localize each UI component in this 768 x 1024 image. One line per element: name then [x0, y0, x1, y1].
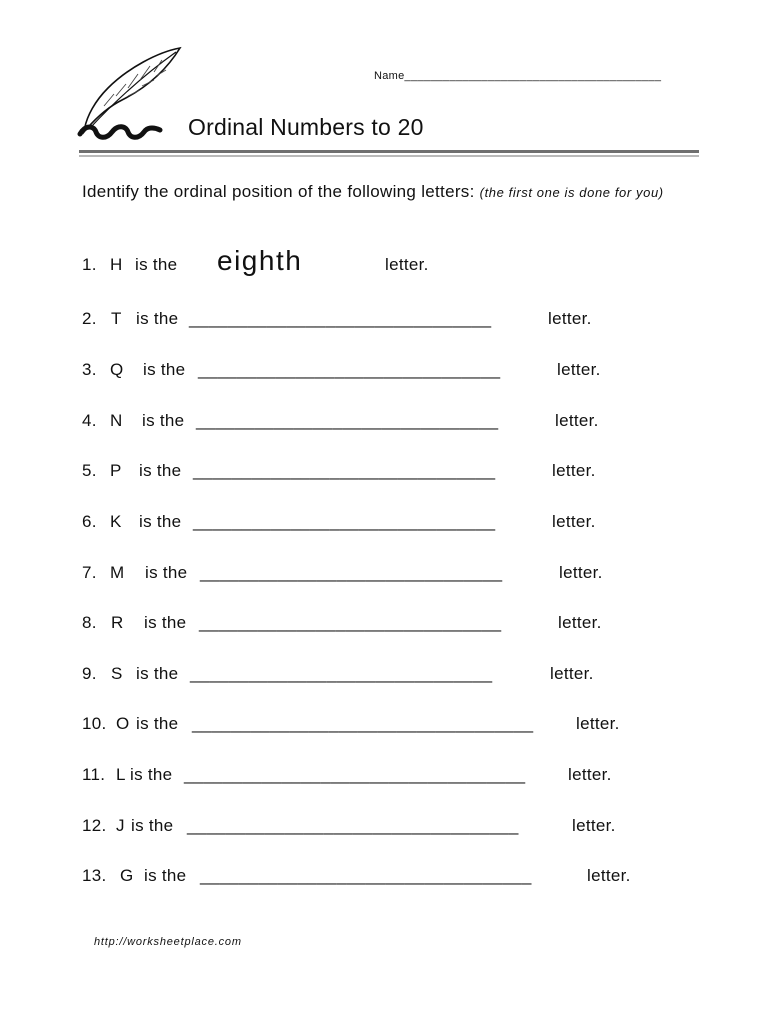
- item-number: 3.: [82, 360, 97, 379]
- item-is-the: is the: [136, 664, 179, 683]
- item-answer-blank[interactable]: _______________________________: [189, 309, 492, 328]
- item-answer-blank[interactable]: __________________________________: [187, 816, 519, 835]
- item-is-the: is the: [143, 360, 186, 379]
- item-suffix: letter.: [550, 664, 594, 683]
- item-answer-blank[interactable]: __________________________________: [200, 866, 532, 885]
- name-field: Name________________________________________: [374, 70, 662, 82]
- item-letter: N: [110, 411, 123, 430]
- item-suffix: letter.: [572, 816, 616, 835]
- item-is-the: is the: [144, 613, 187, 632]
- item-is-the: is the: [139, 461, 182, 480]
- quill-pen-icon: [76, 46, 184, 142]
- item-number: 6.: [82, 512, 97, 531]
- item-is-the: is the: [142, 411, 185, 430]
- item-answer-blank[interactable]: ___________________________________: [192, 714, 534, 733]
- item-letter: S: [111, 664, 123, 683]
- item-suffix: letter.: [557, 360, 601, 379]
- header-rule: [79, 150, 699, 153]
- item-letter: G: [120, 866, 134, 885]
- page-title: Ordinal Numbers to 20: [188, 114, 424, 140]
- item-number: 7.: [82, 563, 97, 582]
- item-answer-blank[interactable]: _______________________________: [193, 461, 496, 480]
- item-suffix: letter.: [568, 765, 612, 784]
- item-is-the: is the: [131, 816, 174, 835]
- item-answer-blank[interactable]: _______________________________: [196, 411, 499, 430]
- item-is-the: is the: [139, 512, 182, 531]
- item-number: 10.: [82, 714, 107, 733]
- item-letter: R: [111, 613, 124, 632]
- item-is-the: is the: [130, 765, 173, 784]
- item-suffix: letter.: [576, 714, 620, 733]
- item-suffix: letter.: [385, 255, 429, 274]
- item-answer-blank[interactable]: _______________________________: [200, 563, 503, 582]
- item-suffix: letter.: [558, 613, 602, 632]
- item-suffix: letter.: [548, 309, 592, 328]
- item-answer: eighth: [217, 245, 303, 276]
- item-number: 11.: [82, 765, 106, 784]
- item-answer-blank[interactable]: _______________________________: [199, 613, 502, 632]
- item-letter: L: [116, 765, 126, 784]
- item-suffix: letter.: [587, 866, 631, 885]
- item-suffix: letter.: [555, 411, 599, 430]
- item-answer-blank[interactable]: ___________________________________: [184, 765, 526, 784]
- item-letter: P: [110, 461, 122, 480]
- item-letter: H: [110, 255, 123, 274]
- instructions: [82, 181, 692, 203]
- item-is-the: is the: [136, 714, 179, 733]
- item-suffix: letter.: [552, 512, 596, 531]
- item-letter: K: [110, 512, 122, 531]
- item-number: 1.: [82, 255, 97, 274]
- item-number: 13.: [82, 866, 107, 885]
- header-rule-secondary: [79, 155, 699, 157]
- item-letter: T: [111, 309, 122, 328]
- item-letter: J: [116, 816, 125, 835]
- item-number: 5.: [82, 461, 97, 480]
- item-number: 2.: [82, 309, 97, 328]
- item-suffix: letter.: [552, 461, 596, 480]
- item-is-the: is the: [145, 563, 188, 582]
- item-letter: M: [110, 563, 125, 582]
- item-answer-blank[interactable]: _______________________________: [190, 664, 493, 683]
- instructions-note: (the first one is done for you): [479, 185, 664, 200]
- item-suffix: letter.: [559, 563, 603, 582]
- item-is-the: is the: [144, 866, 187, 885]
- item-number: 4.: [82, 411, 97, 430]
- item-letter: Q: [110, 360, 124, 379]
- item-number: 8.: [82, 613, 97, 632]
- item-is-the: is the: [135, 255, 178, 274]
- item-number: 9.: [82, 664, 97, 683]
- item-answer-blank[interactable]: _______________________________: [193, 512, 496, 531]
- item-answer-blank[interactable]: _______________________________: [198, 360, 501, 379]
- item-letter: O: [116, 714, 130, 733]
- item-number: 12.: [82, 816, 107, 835]
- item-is-the: is the: [136, 309, 179, 328]
- footer-url[interactable]: http://worksheetplace.com: [94, 936, 242, 948]
- instructions-text: Identify the ordinal position of the following letters:: [82, 182, 480, 201]
